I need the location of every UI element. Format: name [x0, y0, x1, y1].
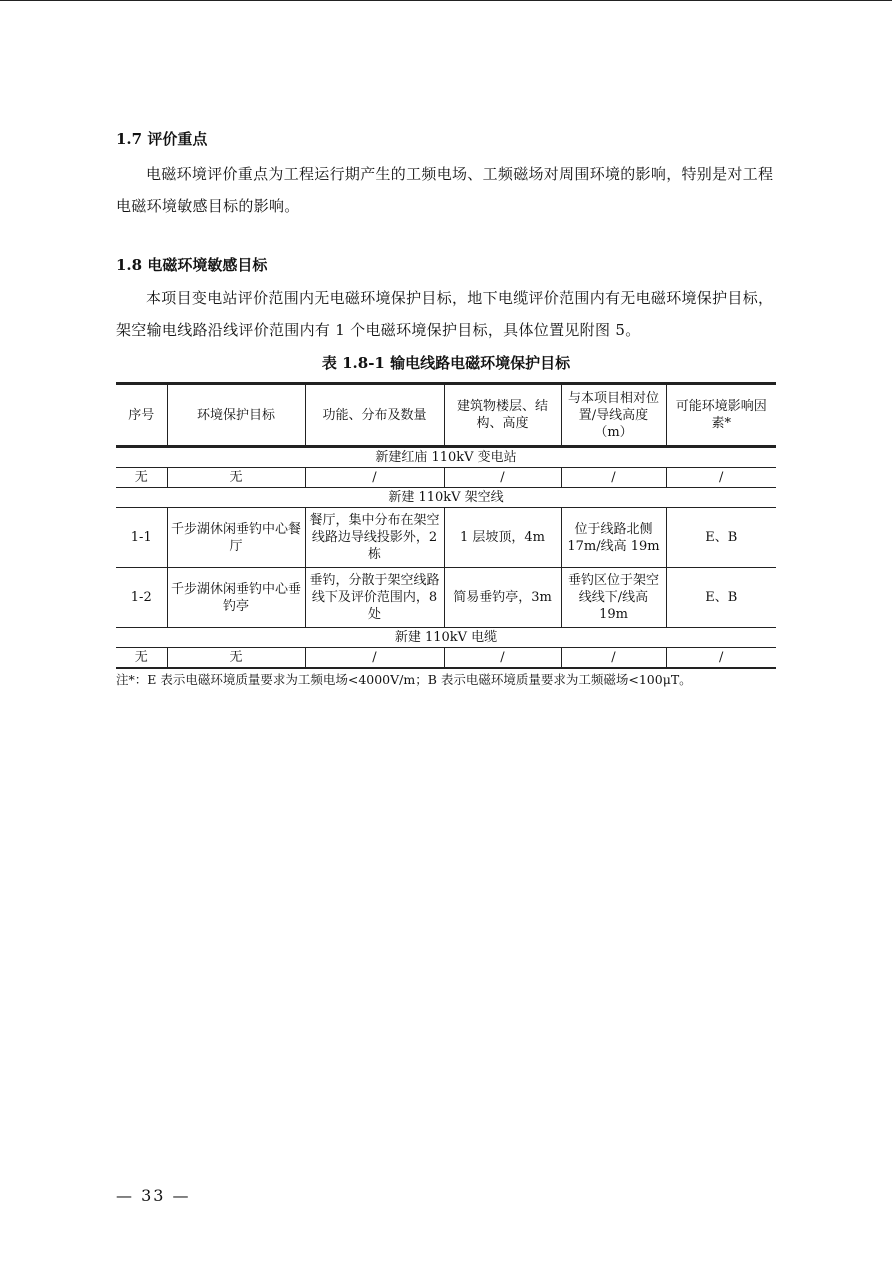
cell-building: / — [444, 468, 561, 488]
cell-function: / — [305, 648, 444, 669]
cell-factor: E、B — [666, 508, 776, 568]
section-1-8-heading: 1.8 电磁环境敏感目标 — [116, 256, 268, 274]
section-title: 新建 110kV 电缆 — [116, 628, 776, 648]
table-note: 注*：E 表示电磁环境质量要求为工频电场<4000V/m；B 表示电磁环境质量要求为工频磁场<100μT。 — [116, 672, 692, 687]
header-index: 序号 — [116, 384, 167, 447]
cell-function: / — [305, 468, 444, 488]
section-row-substation — [116, 447, 776, 468]
cell-factor: E、B — [666, 568, 776, 628]
cell-target: 无 — [167, 648, 305, 669]
header-function: 功能、分布及数量 — [305, 384, 444, 447]
page-number: — 33 — — [116, 1186, 191, 1205]
cell-position: 位于线路北侧 17m/线高 19m — [561, 508, 666, 568]
table-row — [116, 508, 776, 568]
header-target: 环境保护目标 — [167, 384, 305, 447]
cell-factor: / — [666, 648, 776, 669]
section-1-8-paragraph: 本项目变电站评价范围内无电磁环境保护目标，地下电缆评价范围内有无电磁环境保护目标，架空输电线路沿线评价范围内有 1 个电磁环境保护目标，具体位置见附图 5。 — [116, 289, 774, 339]
table-row — [116, 568, 776, 628]
section-row-cable — [116, 628, 776, 648]
section-title: 新建 110kV 架空线 — [116, 488, 776, 508]
protection-target-table — [116, 382, 776, 669]
header-position: 与本项目相对位置/导线高度（m） — [561, 384, 666, 447]
table-row — [116, 648, 776, 669]
page-content — [116, 124, 776, 689]
section-1-7-paragraph: 电磁环境评价重点为工程运行期产生的工频电场、工频磁场对周围环境的影响，特别是对工程电磁环境敏感目标的影响。 — [116, 165, 774, 215]
cell-building: 1 层坡顶，4m — [444, 508, 561, 568]
cell-building: 简易垂钓亭，3m — [444, 568, 561, 628]
cell-position: / — [561, 468, 666, 488]
table-header-row — [116, 384, 776, 447]
cell-target: 无 — [167, 468, 305, 488]
header-building: 建筑物楼层、结构、高度 — [444, 384, 561, 447]
cell-index: 无 — [116, 468, 167, 488]
cell-function: 垂钓，分散于架空线路线下及评价范围内，8 处 — [305, 568, 444, 628]
cell-building: / — [444, 648, 561, 669]
cell-position: 垂钓区位于架空线线下/线高 19m — [561, 568, 666, 628]
cell-index: 1-2 — [116, 568, 167, 628]
table-caption: 表 1.8-1 输电线路电磁环境保护目标 — [321, 354, 571, 372]
section-title: 新建红庙 110kV 变电站 — [116, 447, 776, 468]
cell-index: 无 — [116, 648, 167, 669]
cell-factor: / — [666, 468, 776, 488]
table-row — [116, 468, 776, 488]
cell-target: 千步湖休闲垂钓中心垂钓亭 — [167, 568, 305, 628]
cell-index: 1-1 — [116, 508, 167, 568]
cell-target: 千步湖休闲垂钓中心餐厅 — [167, 508, 305, 568]
section-1-7-heading: 1.7 评价重点 — [116, 130, 208, 148]
cell-function: 餐厅，集中分布在架空线路边导线投影外，2 栋 — [305, 508, 444, 568]
header-factor: 可能环境影响因素* — [666, 384, 776, 447]
cell-position: / — [561, 648, 666, 669]
section-row-overhead-line — [116, 488, 776, 508]
top-border-line — [0, 0, 892, 1]
